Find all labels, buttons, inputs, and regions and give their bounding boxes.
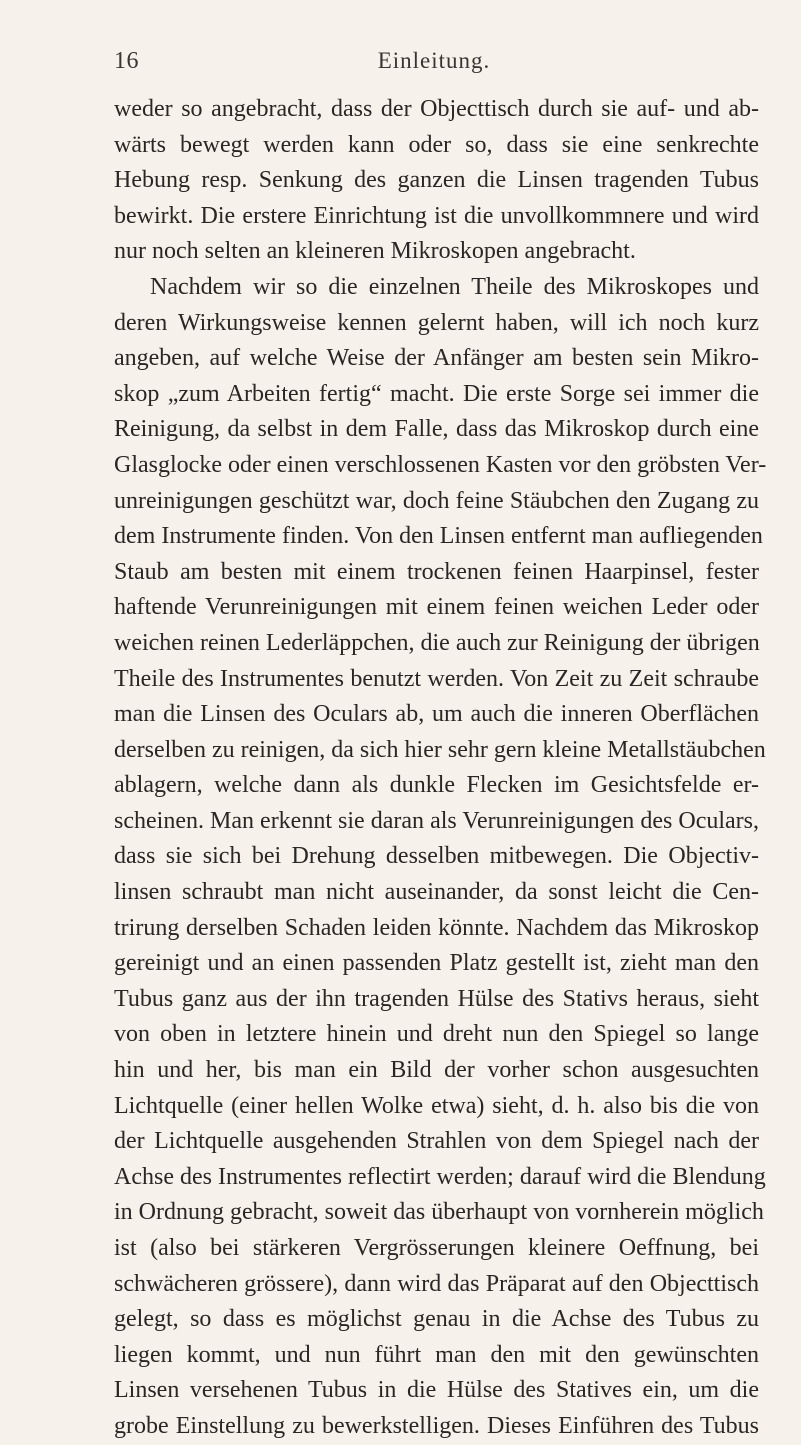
text-line: weichen reinen Lederläppchen, die auch zur Reinigung der übrigen bbox=[114, 629, 760, 656]
text-line: grobe Einstellung zu bewerkstelligen. Dieses Einführen des Tubus bbox=[114, 1412, 759, 1439]
text-line: wärts bewegt werden kann oder so, dass sie eine senkrechte bbox=[114, 131, 759, 158]
text-line: Tubus ganz aus der ihn tragenden Hülse des Stativs heraus, sieht bbox=[114, 985, 759, 1012]
page-number: 16 bbox=[114, 48, 139, 74]
text-line: Lichtquelle (einer hellen Wolke etwa) sieht, d. h. also bis die von bbox=[114, 1092, 759, 1119]
text-line: liegen kommt, und nun führt man den mit den gewünschten bbox=[114, 1341, 759, 1368]
text-line: schwächeren grössere), dann wird das Präparat auf den Objecttisch bbox=[114, 1270, 759, 1297]
text-line: gereinigt und an einen passenden Platz gestellt ist, zieht man den bbox=[114, 950, 759, 977]
text-line: trirung derselben Schaden leiden könnte. Nachdem das Mikroskop bbox=[114, 914, 759, 941]
running-title: Einleitung. bbox=[377, 48, 491, 73]
text-line: Theile des Instrumentes benutzt werden. Von Zeit zu Zeit schraube bbox=[114, 665, 759, 692]
text-line: scheinen. Man erkennt sie daran als Verunreinigungen des Oculars, bbox=[114, 807, 759, 834]
text-line: hin und her, bis man ein Bild der vorher schon ausgesuchten bbox=[114, 1057, 759, 1084]
text-line: dem Instrumente finden. Von den Linsen entfernt man aufliegenden bbox=[114, 523, 763, 550]
page-header bbox=[114, 48, 754, 82]
text-line: man die Linsen des Oculars ab, um auch die inneren Oberflächen bbox=[114, 701, 759, 728]
text-line: unreinigungen geschützt war, doch feine Stäubchen den Zugang zu bbox=[114, 487, 759, 514]
text-line: linsen schraubt man nicht auseinander, da sonst leicht die Cen- bbox=[114, 879, 759, 906]
text-line: nur noch selten an kleineren Mikroskopen angebracht. bbox=[114, 238, 636, 265]
text-line: haftende Verunreinigungen mit einem feinen weichen Leder oder bbox=[114, 594, 759, 621]
text-line: weder so angebracht, dass der Objecttisch durch sie auf- und ab- bbox=[114, 96, 759, 122]
text-line: Achse des Instrumentes reflectirt werden; darauf wird die Blendung bbox=[114, 1163, 766, 1190]
text-line: Glasglocke oder einen verschlossenen Kasten vor den gröbsten Ver- bbox=[114, 451, 767, 478]
text-line: Staub am besten mit einem trockenen feinen Haarpinsel, fester bbox=[114, 558, 759, 585]
text-line: Hebung resp. Senkung des ganzen die Linsen tragenden Tubus bbox=[114, 167, 759, 194]
text-line: Linsen versehenen Tubus in die Hülse des Statives ein, um die bbox=[114, 1377, 759, 1404]
text-line: ablagern, welche dann als dunkle Flecken im Gesichtsfelde er- bbox=[114, 772, 759, 799]
text-line: angeben, auf welche Weise der Anfänger am besten sein Mikro- bbox=[114, 345, 759, 372]
text-line: skop „zum Arbeiten fertig“ macht. Die erste Sorge sei immer die bbox=[114, 380, 759, 407]
text-line: der Lichtquelle ausgehenden Strahlen von dem Spiegel nach der bbox=[114, 1128, 759, 1155]
text-line: deren Wirkungsweise kennen gelernt haben, will ich noch kurz bbox=[114, 309, 759, 336]
text-line: bewirkt. Die erstere Einrichtung ist die unvollkommnere und wird bbox=[114, 202, 759, 229]
text-line: dass sie sich bei Drehung desselben mitbewegen. Die Objectiv- bbox=[114, 843, 759, 870]
text-line: ist (also bei stärkeren Vergrösserungen kleinere Oeffnung, bei bbox=[114, 1235, 759, 1261]
text-line: in Ordnung gebracht, soweit das überhaupt von vornherein möglich bbox=[114, 1199, 764, 1226]
body-text bbox=[114, 92, 767, 1445]
text-line: von oben in letztere hinein und dreht nun den Spiegel so lange bbox=[114, 1021, 759, 1048]
text-line: derselben zu reinigen, da sich hier sehr gern kleine Metallstäubchen bbox=[114, 736, 766, 763]
text-line: Nachdem wir so die einzelnen Theile des Mikroskopes und bbox=[150, 273, 759, 300]
text-line: gelegt, so dass es möglichst genau in die Achse des Tubus zu bbox=[114, 1306, 759, 1333]
text-line: Reinigung, da selbst in dem Falle, dass das Mikroskop durch eine bbox=[114, 416, 759, 443]
